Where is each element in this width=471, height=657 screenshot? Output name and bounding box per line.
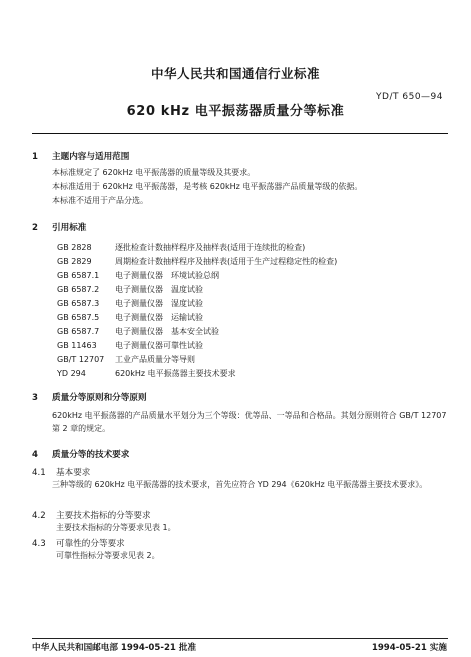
section-number: 4 (32, 450, 38, 460)
reference-code: GB 6587.2 (57, 285, 100, 294)
reference-code: GB 2829 (57, 257, 92, 266)
subsection-4-3-text: 可靠性指标分等要求见表 2。 (56, 551, 160, 560)
subsection-title: 主要技术指标的分等要求 (56, 511, 151, 521)
reference-item (57, 298, 203, 309)
reference-title: 电子测量仪器 环境试验总纲 (115, 271, 219, 280)
reference-item (57, 256, 337, 267)
subsection-4-3-heading (32, 537, 125, 549)
effective-date: 1994-05-21 实施 (371, 643, 447, 653)
section-4-heading (32, 448, 129, 460)
reference-item (57, 354, 195, 365)
document-title: 620 kHz 电平振荡器质量分等标准 (126, 104, 345, 119)
reference-code: GB 11463 (57, 341, 97, 350)
reference-title: 620kHz 电平振荡器主要技术要求 (115, 369, 236, 378)
reference-code: GB 6587.1 (57, 271, 100, 280)
section-2-heading (32, 221, 86, 233)
section-1-heading (32, 150, 129, 162)
section-title: 质量分等的技术要求 (52, 450, 130, 460)
subsection-4-1-text: 三种等级的 620kHz 电平振荡器的技术要求，首先应符合 YD 294《620kHz 电平振荡器主要技术要求》。 (52, 480, 428, 489)
organization-heading: 中华人民共和国通信行业标准 (150, 66, 320, 81)
approval-info: 中华人民共和国邮电部 1994-05-21 批准 (32, 643, 197, 653)
section-number: 2 (32, 223, 38, 233)
reference-item (57, 326, 219, 337)
section-1-line-3: 本标准不适用于产品分选。 (52, 196, 148, 205)
reference-item (57, 284, 203, 295)
reference-title: 电子测量仪器 基本安全试验 (115, 327, 219, 336)
reference-title: 周期检查计数抽样程序及抽样表(适用于生产过程稳定性的检查) (115, 257, 338, 266)
reference-code: YD 294 (57, 369, 86, 378)
section-1-line-1: 本标准规定了 620kHz 电平振荡器的质量等级及其要求。 (52, 168, 256, 177)
reference-code: GB/T 12707 (57, 355, 105, 364)
reference-title: 电子测量仪器 温度试验 (115, 285, 203, 294)
subsection-4-2-heading (32, 509, 151, 521)
reference-code: GB 2828 (57, 243, 92, 252)
subsection-number: 4.3 (32, 539, 46, 549)
section-number: 3 (32, 393, 38, 403)
footer-rule (32, 638, 448, 639)
subsection-title: 可靠性的分等要求 (56, 539, 125, 549)
subsection-number: 4.1 (32, 468, 46, 478)
reference-title: 工业产品质量分等导则 (115, 355, 195, 364)
subsection-title: 基本要求 (56, 468, 91, 478)
reference-item (57, 340, 203, 351)
reference-title: 电子测量仪器 运输试验 (115, 313, 203, 322)
reference-item (57, 312, 203, 323)
reference-item (57, 270, 219, 281)
section-title: 质量分等原则和分等原则 (52, 393, 147, 403)
reference-code: GB 6587.3 (57, 299, 100, 308)
section-number: 1 (32, 152, 38, 162)
standard-number: YD/T 650—94 (376, 92, 443, 102)
reference-title: 电子测量仪器可靠性试验 (115, 341, 203, 350)
reference-title: 电子测量仪器 湿度试验 (115, 299, 203, 308)
title-rule (32, 133, 448, 134)
subsection-4-1-heading (32, 466, 90, 478)
section-1-line-2: 本标准适用于 620kHz 电平振荡器，是考核 620kHz 电平振荡器产品质量等级的依据。 (52, 182, 363, 191)
reference-title: 逐批检查计数抽样程序及抽样表(适用于连续批的检查) (115, 243, 306, 252)
subsection-4-2-text: 主要技术指标的分等要求见表 1。 (56, 523, 176, 532)
reference-code: GB 6587.7 (57, 327, 100, 336)
reference-code: GB 6587.5 (57, 313, 100, 322)
section-3-heading (32, 391, 147, 403)
section-3-text: 620kHz 电平振荡器的产品质量水平划分为三个等级：优等品、一等品和合格品。其划分原则符合 GB/T 12707 第 2 章的规定。 (52, 411, 447, 433)
section-title: 引用标准 (52, 223, 87, 233)
subsection-number: 4.2 (32, 511, 46, 521)
reference-item (57, 242, 305, 253)
reference-item (57, 368, 236, 379)
section-title: 主题内容与适用范围 (52, 152, 130, 162)
